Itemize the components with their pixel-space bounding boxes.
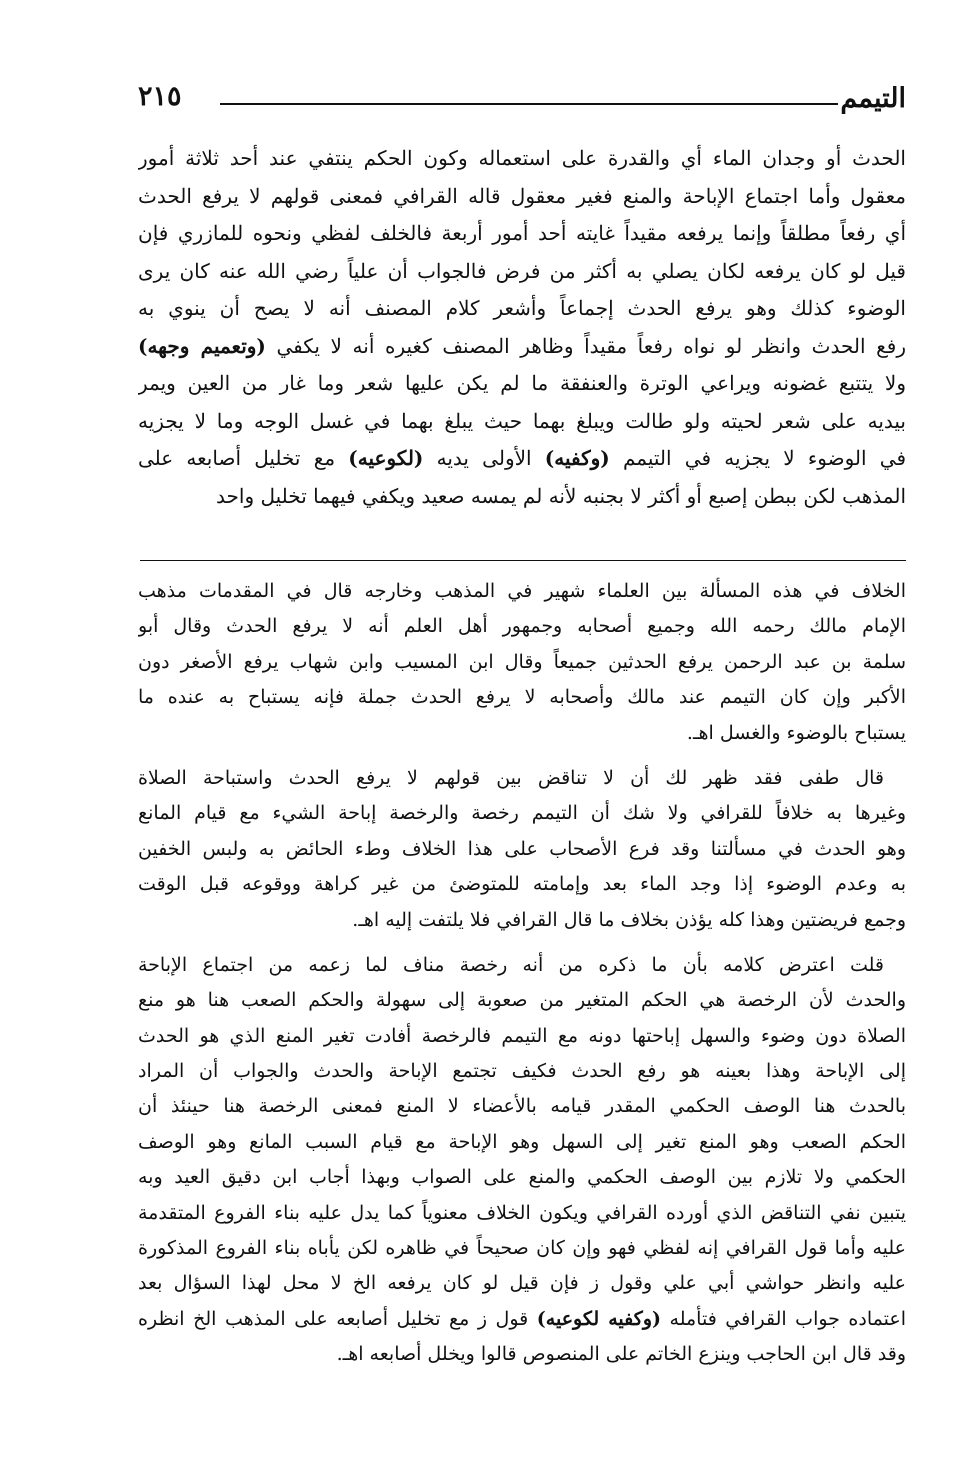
footnote-line: الصلاة دون وضوء والسهل إباحتها دونه مع التيمم فالرخصة أفادت تغير المنع الذي هو الحدث: [138, 1024, 906, 1047]
bold-term: (وكفيه لكوعيه): [536, 1307, 661, 1330]
main-line: معقول وأما اجتماع الإباحة والمنع فغير معقول قاله القرافي فمعنى قولهم لا يرفع الحدث: [138, 183, 906, 208]
footnote-line: وهو الحدث في مسألتنا وقد فرع الأصحاب على هذا الخلاف وطء الحائض به ولبس الخفين: [138, 837, 906, 860]
page-number: ٢١٥: [138, 81, 182, 112]
bold-term: (لكوعيه): [348, 446, 424, 470]
footnote-line: يستباح بالوضوء والغسل اهـ.: [686, 721, 906, 744]
paragraph-gap: [138, 938, 906, 948]
footnote-line: قال طفى فقد ظهر لك أن لا تناقض بين قولهم لا يرفع الحدث واستباحة الصلاة: [138, 766, 884, 789]
header-rule: [220, 103, 838, 105]
main-line: الحدث أو وجدان الماء أي والقدرة على استعماله وكون الحكم ينتفي عند أحد ثلاثة أمور: [138, 146, 906, 170]
main-line-text: الأولى يديه: [436, 446, 532, 470]
main-line: [138, 328, 906, 366]
main-line: [138, 440, 906, 478]
footnote-line: الحكم الصعب وهو المنع تغير إلى السهل وهو الإباحة مع قيام السبب المانع وهو الوصف: [138, 1130, 906, 1153]
main-line-text: في الوضوء لا يجزيه في التيمم: [622, 446, 906, 470]
main-line: ولا يتتبع غضونه ويراعي الوترة والعنفقة ما لم يكن عليها شعر وما غار من العين ويمر: [138, 371, 906, 395]
footnote-line: والحدث لأن الرخصة هي الحكم المتغير من صعوبة إلى سهولة والحكم الصعب هنا هو منع: [138, 989, 906, 1012]
footnote-line-text: قول ز مع تخليل أصابعه على المذهب الخ انظره: [138, 1307, 529, 1330]
footnote-line: وقد قال ابن الحاجب وينزع الخاتم على المنصوص قالوا ويخلل أصابعه اهـ.: [336, 1343, 906, 1366]
footnotes: [138, 574, 906, 1373]
bold-term: (وتعميم وجهه): [138, 333, 266, 358]
main-line-text: رفع الحدث وانظر لو نواه رفعاً مقيداً وظاهر المصنف كغيره أنه لا يكفي: [276, 333, 906, 358]
footnote-line: [138, 1302, 906, 1337]
paragraph-gap: [138, 751, 906, 761]
main-line: المذهب لكن ببطن إصبع أو أكثر لا بجنبه لأنه لم يمسه صعيد ويكفي فيهما تخليل واحد: [216, 483, 906, 508]
footnote-line: بالحدث هنا الوصف الحكمي المقدر قيامه بالأعضاء لا المنع فمعنى الرخصة هنا حينئذ أن: [138, 1095, 906, 1118]
main-line: قيل لو كان يرفعه لكان يصلي به أكثر من فرض فالجواب أن علياً رضي الله عنه كان يرى: [138, 258, 906, 283]
main-line: بيديه على شعر لحيته ولو طالت ويبلغ بهما حيث يبلغ بهما في غسل الوجه وما لا يجزيه: [138, 408, 906, 433]
footnote-line: عليه وانظر حواشي أبي علي وقول ز فإن قيل لو كان يرفعه الخ لا محل لهذا السؤال بعد: [138, 1272, 906, 1295]
footnote-line: سلمة بن عبد الرحمن يرفع الحدثين جميعاً وقال ابن المسيب وابن شهاب يرفع الأصغر دون: [138, 650, 906, 673]
main-line-text: مع تخليل أصابعه على: [138, 446, 336, 470]
footnote-separator: [140, 560, 906, 561]
footnote-line: يتبين نفي التناقض الذي أورده القرافي ويكون الخلاف معنوياً كما يدل عليه بناء الفروع المتقدمة: [138, 1201, 906, 1224]
main-line: الوضوء كذلك وهو يرفع الحدث إجماعاً وأشعر كلام المصنف أنه لا يصح أن ينوي به: [138, 296, 906, 320]
footnote-line: به وعدم الوضوء إذا وجد الماء بعد وإمامته للمتوضئ من غير كراهة ووقوعه قبل الوقت: [138, 873, 906, 896]
footnote-line: الأكبر وإن كان التيمم عند مالك وأصحابه لا يرفع الحدث جملة فإنه يستباح به عنده ما: [138, 686, 906, 709]
footnote-line-text: اعتماده جواب القرافي فتأمله: [669, 1307, 906, 1330]
footnote-line: قلت اعترض كلامه بأن ما ذكره من أنه رخصة مناف لما زعمه من اجتماع الإباحة: [138, 953, 884, 976]
footnote-line: الخلاف في هذه المسألة بين العلماء شهير في المذهب وخارجه قال في المقدمات مذهب: [138, 580, 906, 602]
main-text: [138, 140, 906, 515]
footnote-line: إلى الإباحة وهذا بعينه هو رفع الحدث فكيف تجتمع الإباحة والحدث والجواب أن المراد: [138, 1060, 906, 1083]
running-head: [138, 80, 906, 120]
footnote-line: الإمام مالك رحمه الله وجميع أصحابه وجمهور أهل العلم أنه لا يرفع الحدث وقال أبو: [138, 615, 906, 638]
footnote-line: عليه وأما قول القرافي إنه لفظي فهو وإن كان صحيحاً في ظاهره لكن يأباه بناء الفروع المذكورة: [138, 1237, 906, 1260]
footnote-line: وغيرها به خلافاً للقرافي ولا شك أن التيمم رخصة والرخصة إباحة الشيء مع قيام المانع: [138, 802, 906, 825]
bold-term: (وكفيه): [544, 446, 610, 470]
footnote-line: وجمع فريضتين وهذا كله يؤذن بخلاف ما قال القرافي فلا يلتفت إليه اهـ.: [352, 908, 906, 931]
footnote-line: الحكمي ولا تلازم بين الوصف الحكمي والمنع على الصواب وبهذا أجاب ابن دقيق العيد وبه: [138, 1166, 906, 1189]
main-line: أي رفعاً مطلقاً وإنما يرفعه مقيداً غايته أحد أمور أربعة فالخلف لفظي ونحوه للمازري فإن: [138, 221, 906, 245]
chapter-title: التيمم: [840, 83, 906, 114]
